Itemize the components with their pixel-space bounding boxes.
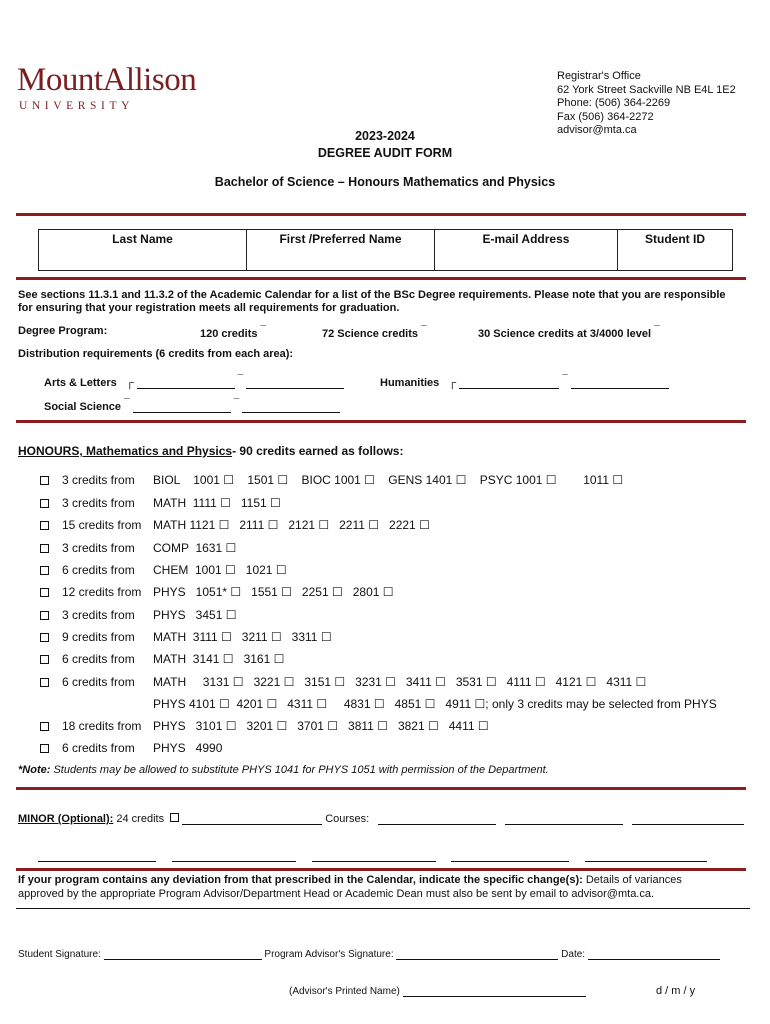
deviation-text: Details of variances — [582, 874, 682, 886]
registrar-line: Registrar's Office — [557, 70, 641, 82]
requirement-checkbox[interactable] — [40, 611, 49, 620]
degree-program-label: Degree Program: — [18, 325, 108, 337]
note — [18, 764, 549, 776]
note-label: *Note: — [18, 764, 51, 776]
requirement-label: 6 credits from — [62, 563, 135, 577]
requirement-courses[interactable]: COMP 1631 ☐ — [153, 541, 237, 555]
requirement-label: 12 credits from — [62, 585, 142, 599]
requirement-row — [40, 630, 760, 646]
requirement-courses[interactable]: MATH 3111 ☐ 3211 ☐ 3311 ☐ — [153, 630, 332, 644]
social-science-row: Social Science ¯ ¯ — [44, 398, 340, 413]
science-30-label: 30 Science credits at 3/4000 level — [478, 328, 652, 340]
science-30 — [478, 325, 660, 340]
minor-course-field[interactable] — [585, 850, 707, 862]
requirement-courses[interactable]: PHYS 4101 ☐ 4201 ☐ 4311 ☐ 4831 ☐ 4851 ☐ 4911 ☐; only 3 credits may be selected from PHYS — [153, 697, 717, 711]
minor-course-field[interactable] — [312, 850, 436, 862]
printed-name-label: (Advisor's Printed Name) — [289, 986, 400, 997]
requirement-row — [40, 652, 760, 668]
social-science-label: Social Science — [44, 401, 122, 413]
divider — [16, 213, 746, 216]
student-signature-field[interactable] — [104, 948, 262, 960]
divider — [16, 420, 746, 423]
student-id-field[interactable]: Student ID — [618, 230, 733, 271]
requirement-label: 3 credits from — [62, 473, 135, 487]
minor-course-field[interactable] — [632, 813, 744, 825]
date-label: Date: — [561, 949, 586, 960]
note-text: Students may be allowed to substitute PHYS 1041 for PHYS 1051 with permission of the Department. — [50, 764, 549, 776]
checkbox[interactable]: ¯ — [654, 325, 660, 336]
credits-120 — [200, 325, 266, 340]
requirement-courses[interactable]: CHEM 1001 ☐ 1021 ☐ — [153, 563, 287, 577]
printed-name-row — [289, 985, 586, 997]
intro-text: for ensuring that your registration meets all requirements for graduation. — [18, 302, 400, 314]
intro-text: See sections 11.3.1 and 11.3.2 of the Academic Calendar for a list of the BSc Degree requirements. Please note that you are responsible — [18, 289, 726, 301]
humanities-field-1[interactable] — [459, 377, 559, 389]
minor-label: MINOR (Optional): — [18, 813, 114, 825]
science-72-label: 72 Science credits — [322, 328, 419, 340]
requirement-courses[interactable]: BIOL 1001 ☐ 1501 ☐ BIOC 1001 ☐ GENS 1401 ☐ PSYC 1001 ☐ 1011 ☐ — [153, 473, 624, 487]
requirement-row — [40, 473, 760, 489]
requirement-checkbox[interactable] — [40, 722, 49, 731]
divider — [16, 787, 746, 790]
advisor-signature-label: Program Advisor's Signature: — [264, 949, 394, 960]
requirement-courses[interactable]: PHYS 4990 — [153, 741, 223, 755]
minor-course-field[interactable] — [505, 813, 623, 825]
requirement-courses[interactable]: MATH 1121 ☐ 2111 ☐ 2121 ☐ 2211 ☐ 2221 ☐ — [153, 518, 430, 532]
humanities-row: Humanities ┌ ¯ — [380, 374, 669, 389]
first-name-field[interactable]: First /Preferred Name — [247, 230, 435, 271]
requirement-label: 3 credits from — [62, 541, 135, 555]
minor-course-field[interactable] — [172, 850, 296, 862]
signature-row — [18, 948, 720, 960]
science-72 — [322, 325, 427, 340]
registrar-info — [557, 70, 736, 138]
requirement-label: 3 credits from — [62, 608, 135, 622]
registrar-line: Phone: (506) 364-2269 — [557, 97, 671, 109]
minor-name-field[interactable] — [182, 813, 322, 825]
requirement-courses[interactable]: MATH 3131 ☐ 3221 ☐ 3151 ☐ 3231 ☐ 3411 ☐ 3531 ☐ 4111 ☐ 4121 ☐ 4311 ☐ — [153, 675, 647, 689]
requirement-courses[interactable]: PHYS 1051* ☐ 1551 ☐ 2251 ☐ 2801 ☐ — [153, 585, 394, 599]
requirement-checkbox[interactable] — [40, 476, 49, 485]
minor-credits: 24 credits — [113, 813, 168, 825]
date-format: d / m / y — [656, 985, 696, 997]
requirement-label: 6 credits from — [62, 675, 135, 689]
social-field-1[interactable] — [133, 401, 231, 413]
requirement-row — [40, 496, 760, 512]
arts-field-1[interactable] — [137, 377, 235, 389]
advisor-signature-field[interactable] — [396, 948, 558, 960]
requirement-row — [40, 563, 760, 579]
honours-title: HONOURS, Mathematics and Physics — [18, 444, 233, 458]
checkbox[interactable]: ¯ — [421, 325, 427, 336]
registrar-line: 62 York Street Sackville NB E4L 1E2 — [557, 83, 736, 96]
requirement-courses[interactable]: MATH 3141 ☐ 3161 ☐ — [153, 652, 285, 666]
arts-letters-row: Arts & Letters ┌ ¯ — [44, 374, 344, 389]
minor-courses-row-2 — [38, 848, 707, 862]
university-logo-subtitle: UNIVERSITY — [19, 100, 134, 112]
requirement-checkbox[interactable] — [40, 678, 49, 687]
requirement-checkbox[interactable] — [40, 499, 49, 508]
requirement-courses[interactable]: MATH 1111 ☐ 1151 ☐ — [153, 496, 281, 510]
requirement-row — [40, 719, 760, 735]
deviation-heading: If your program contains any deviation from that prescribed in the Calendar, indicate the specific change(s): — [18, 874, 583, 886]
deviation-line-2: approved by the appropriate Program Advisor/Department Head or Academic Dean must also be sent by email to advisor@mta.ca. — [18, 888, 655, 900]
requirement-courses[interactable]: PHYS 3451 ☐ — [153, 608, 237, 622]
printed-name-field[interactable] — [403, 985, 586, 997]
requirement-checkbox[interactable] — [40, 521, 49, 530]
requirement-row — [40, 697, 760, 713]
university-logo: MountAllison — [17, 62, 197, 98]
registrar-line: Fax (506) 364-2272 — [557, 110, 654, 123]
minor-course-field[interactable] — [38, 850, 156, 862]
requirement-courses[interactable]: PHYS 3101 ☐ 3201 ☐ 3701 ☐ 3811 ☐ 3821 ☐ 4411 ☐ — [153, 719, 489, 733]
requirement-row — [40, 541, 760, 557]
student-info-table — [38, 229, 733, 271]
minor-course-field[interactable] — [451, 850, 569, 862]
registrar-email[interactable]: advisor@mta.ca — [557, 124, 637, 136]
credits-120-label: 120 credits — [200, 328, 258, 340]
requirement-row — [40, 608, 760, 624]
requirement-label: 6 credits from — [62, 741, 135, 755]
date-field[interactable] — [588, 948, 720, 960]
requirement-label: 3 credits from — [62, 496, 135, 510]
minor-course-field[interactable] — [378, 813, 496, 825]
checkbox[interactable]: ¯ — [260, 325, 267, 336]
requirement-checkbox[interactable] — [40, 544, 49, 553]
requirement-checkbox[interactable] — [40, 566, 49, 575]
minor-courses-label: Courses: — [325, 813, 370, 825]
humanities-field-2[interactable] — [571, 377, 669, 389]
deviation-field[interactable] — [16, 908, 750, 909]
minor-checkbox[interactable] — [170, 813, 179, 822]
email-field[interactable]: E-mail Address — [435, 230, 618, 271]
requirement-checkbox[interactable] — [40, 588, 49, 597]
form-year: 2023-2024 — [355, 129, 415, 143]
requirement-checkbox[interactable] — [40, 633, 49, 642]
humanities-label: Humanities — [380, 377, 440, 389]
requirement-label: 6 credits from — [62, 652, 135, 666]
social-field-2[interactable] — [242, 401, 340, 413]
honours-credits: - 90 credits earned as follows: — [232, 444, 404, 458]
requirement-row — [40, 675, 760, 691]
distribution-label: Distribution requirements (6 credits from each area): — [18, 348, 294, 360]
deviation-line-1 — [18, 874, 682, 886]
requirement-checkbox[interactable] — [40, 744, 49, 753]
divider — [16, 868, 746, 871]
requirement-label: 18 credits from — [62, 719, 142, 733]
requirement-row — [40, 741, 760, 757]
requirement-row — [40, 518, 760, 534]
requirement-label: 15 credits from — [62, 518, 142, 532]
requirement-row — [40, 585, 760, 601]
arts-field-2[interactable] — [246, 377, 344, 389]
arts-letters-label: Arts & Letters — [44, 377, 117, 389]
student-signature-label: Student Signature: — [18, 949, 101, 960]
form-title: DEGREE AUDIT FORM — [317, 146, 453, 160]
honours-heading — [18, 444, 403, 458]
divider — [16, 277, 746, 280]
program-title: Bachelor of Science – Honours Mathematics and Physics — [214, 175, 556, 189]
requirement-checkbox[interactable] — [40, 655, 49, 664]
requirement-label: 9 credits from — [62, 630, 135, 644]
minor-row — [18, 813, 744, 825]
last-name-field[interactable]: Last Name — [39, 230, 247, 271]
